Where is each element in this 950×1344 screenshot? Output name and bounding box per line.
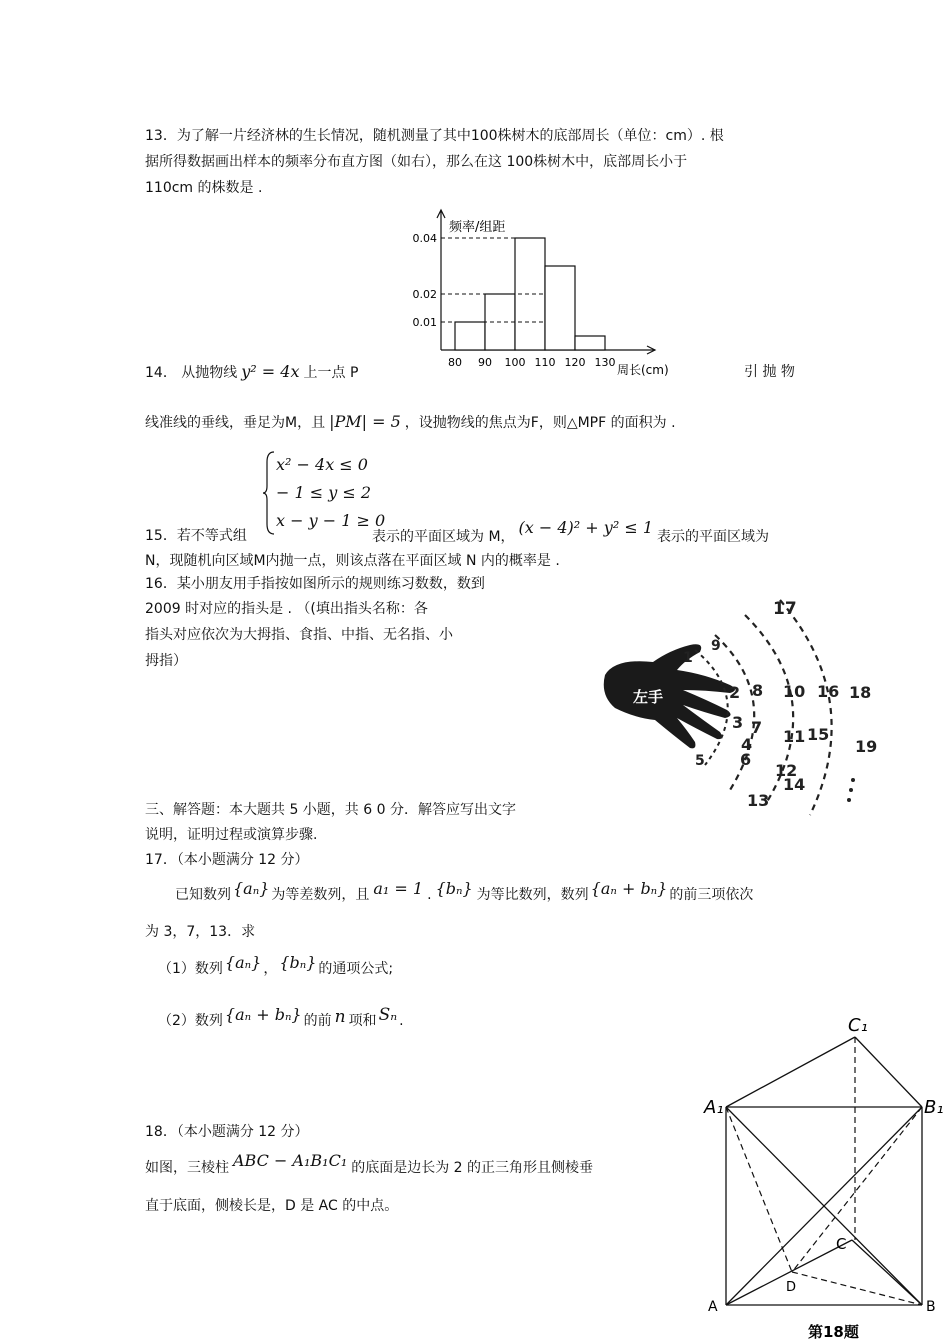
figure-caption: 第18题 (808, 1323, 859, 1341)
seq-an-2: {aₙ} (224, 953, 262, 972)
prism-name: ABC − A₁B₁C₁ (233, 1151, 348, 1170)
histogram-xlabel: 周长(cm) (617, 363, 669, 377)
q17-l1e: 的前三项依次 (669, 887, 754, 903)
q14-tail: 引 抛 物 (744, 364, 795, 380)
q15-prefix: 15．若不等式组 (145, 528, 247, 544)
x-tick-label: 90 (478, 356, 492, 369)
system-brace (262, 450, 276, 536)
q15-tail: 表示的平面区域为 (657, 529, 769, 545)
inequality-3: x − y − 1 ≥ 0 (276, 511, 386, 530)
parabola-equation: y² = 4x (241, 362, 300, 381)
inequality-2: − 1 ≤ y ≤ 2 (276, 483, 372, 502)
histogram-bar (575, 336, 605, 350)
seq-an: {aₙ} (233, 879, 270, 898)
q14-line-2 (145, 412, 676, 433)
count-number: 5 (695, 753, 705, 769)
count-number: 4 (741, 735, 753, 754)
q13-line-1: 13．为了解一片经济林的生长情况，随机测量了其中100株树木的底部周长（单位：cm）. 根 (145, 128, 724, 144)
q17-l1b: 为等差数列，且 (271, 887, 370, 903)
q16-line-1: 16．某小朋友用手指按如图所示的规则练习数数，数到 (145, 576, 485, 592)
q16-line-2: 2009 时对应的指头是 . （(填出指头名称：各 (145, 601, 428, 617)
count-number: 17 (773, 599, 797, 619)
q15-line-1 (372, 518, 769, 547)
label-b: B (926, 1299, 936, 1315)
count-number: 1 (683, 650, 693, 666)
q17-p1b: ， (263, 961, 278, 977)
label-c: C (836, 1235, 847, 1253)
a1-equation: a₁ = 1 (373, 879, 424, 898)
section3-line-2: 说明，证明过程或演算步骤. (145, 827, 318, 843)
left-hand-icon (604, 644, 735, 748)
q17-l1c: . (427, 887, 432, 903)
prism-figure (700, 1015, 950, 1344)
x-tick-label: 80 (448, 356, 462, 369)
q17-header: 17．（本小题满分 12 分） (145, 852, 309, 868)
seq-an-plus-bn: {aₙ + bₙ} (590, 879, 668, 898)
q18-l1b: 的底面是边长为 2 的正三角形且侧棱垂 (351, 1160, 594, 1176)
count-number: 12 (775, 761, 798, 780)
pm-equation: |PM| = 5 (329, 412, 401, 431)
q17-line-2: 为 3，7，13．求 (145, 924, 256, 940)
label-a1: A₁ (704, 1097, 724, 1118)
n-var: n (334, 1007, 346, 1027)
histogram-bar (545, 266, 575, 350)
count-number: 13 (747, 791, 770, 810)
count-number: 8 (752, 681, 764, 700)
x-tick-label: 110 (534, 356, 556, 369)
histogram-bar (455, 322, 485, 350)
count-number: 14 (783, 775, 806, 794)
q17-p2b: 的前 (303, 1013, 332, 1029)
x-tick-label: 100 (504, 356, 526, 369)
q17-p2c: 项和 (348, 1013, 377, 1029)
count-number: 7 (751, 718, 763, 737)
frequency-histogram (395, 200, 685, 380)
label-d: D (786, 1280, 797, 1295)
count-number: 3 (732, 713, 744, 732)
x-tick-label: 120 (564, 356, 586, 369)
q14-line-1 (145, 362, 358, 383)
q17-p2d: . (399, 1013, 404, 1029)
count-number: 11 (783, 727, 806, 746)
q13-line-2: 据所得数据画出样本的频率分布直方图（如右），那么在这 100株树木中，底部周长小于 (145, 154, 688, 170)
sum-sn: Sₙ (378, 1005, 398, 1025)
count-number: 2 (729, 683, 741, 702)
count-number: 18 (849, 683, 872, 702)
q14-mid: 上一点 P (303, 365, 359, 381)
count-number: 10 (783, 682, 806, 701)
inequality-1: x² − 4x ≤ 0 (276, 455, 368, 474)
q17-p1c: 的通项公式; (318, 961, 394, 977)
histogram-ylabel: 频率/组距 (449, 220, 506, 235)
x-tick-label: 130 (594, 356, 616, 369)
q17-p1a: （1）数列 (158, 961, 223, 977)
count-number: 9 (711, 638, 721, 654)
q13-line-3: 110cm 的株数是 . (145, 180, 263, 196)
count-number: 16 (817, 682, 840, 701)
q14-prefix: 14． 从抛物线 (145, 365, 238, 381)
q15-line-2: N，现随机向区域M内抛一点，则该点落在平面区域 N 内的概率是 . (145, 553, 560, 569)
q14-line2-a: 线准线的垂线，垂足为M，且 (145, 415, 326, 431)
q18-line-2: 直于底面，侧棱长是，D 是 AC 的中点。 (145, 1198, 399, 1214)
q18-header: 18．（本小题满分 12 分） (145, 1124, 309, 1140)
q16-line-3: 指头对应依次为大拇指、食指、中指、无名指、小 (145, 627, 453, 643)
seq-bn-2: {bₙ} (279, 953, 317, 972)
hand-counting-figure (595, 590, 895, 825)
q18-l1a: 如图，三棱柱 (145, 1160, 229, 1176)
q17-p2a: （2）数列 (158, 1013, 223, 1029)
label-a: A (708, 1299, 718, 1315)
q17-line-1 (175, 879, 754, 905)
hand-label: 左手 (633, 688, 664, 706)
count-number: 19 (855, 737, 878, 756)
seq-bn: {bₙ} (435, 879, 473, 898)
q17-part-1 (158, 953, 394, 979)
section3-line-1: 三、解答题：本大题共 5 小题，共 6 0 分．解答应写出文字 (145, 802, 516, 818)
q17-l1d: 为等比数列，数列 (476, 887, 589, 903)
seq-an-plus-bn-2: {aₙ + bₙ} (224, 1005, 302, 1024)
count-number: 15 (807, 725, 830, 744)
count-number: 6 (740, 750, 752, 769)
y-tick-label: 0.01 (412, 316, 437, 329)
q15-mid: 表示的平面区域为 M， (372, 529, 515, 545)
q17-part-2 (158, 1005, 404, 1031)
label-b1: B₁ (924, 1097, 944, 1118)
y-tick-label: 0.02 (412, 288, 437, 301)
y-tick-label: 0.04 (412, 232, 437, 245)
q17-l1a: 已知数列 (175, 887, 231, 903)
label-c1: C₁ (848, 1015, 868, 1036)
circle-inequality: (x − 4)² + y² ≤ 1 (518, 518, 653, 537)
q14-line2-b: ，设抛物线的焦点为F，则△MPF 的面积为 . (404, 415, 676, 431)
q18-line-1 (145, 1151, 594, 1178)
q16-line-4: 拇指） (145, 653, 187, 669)
